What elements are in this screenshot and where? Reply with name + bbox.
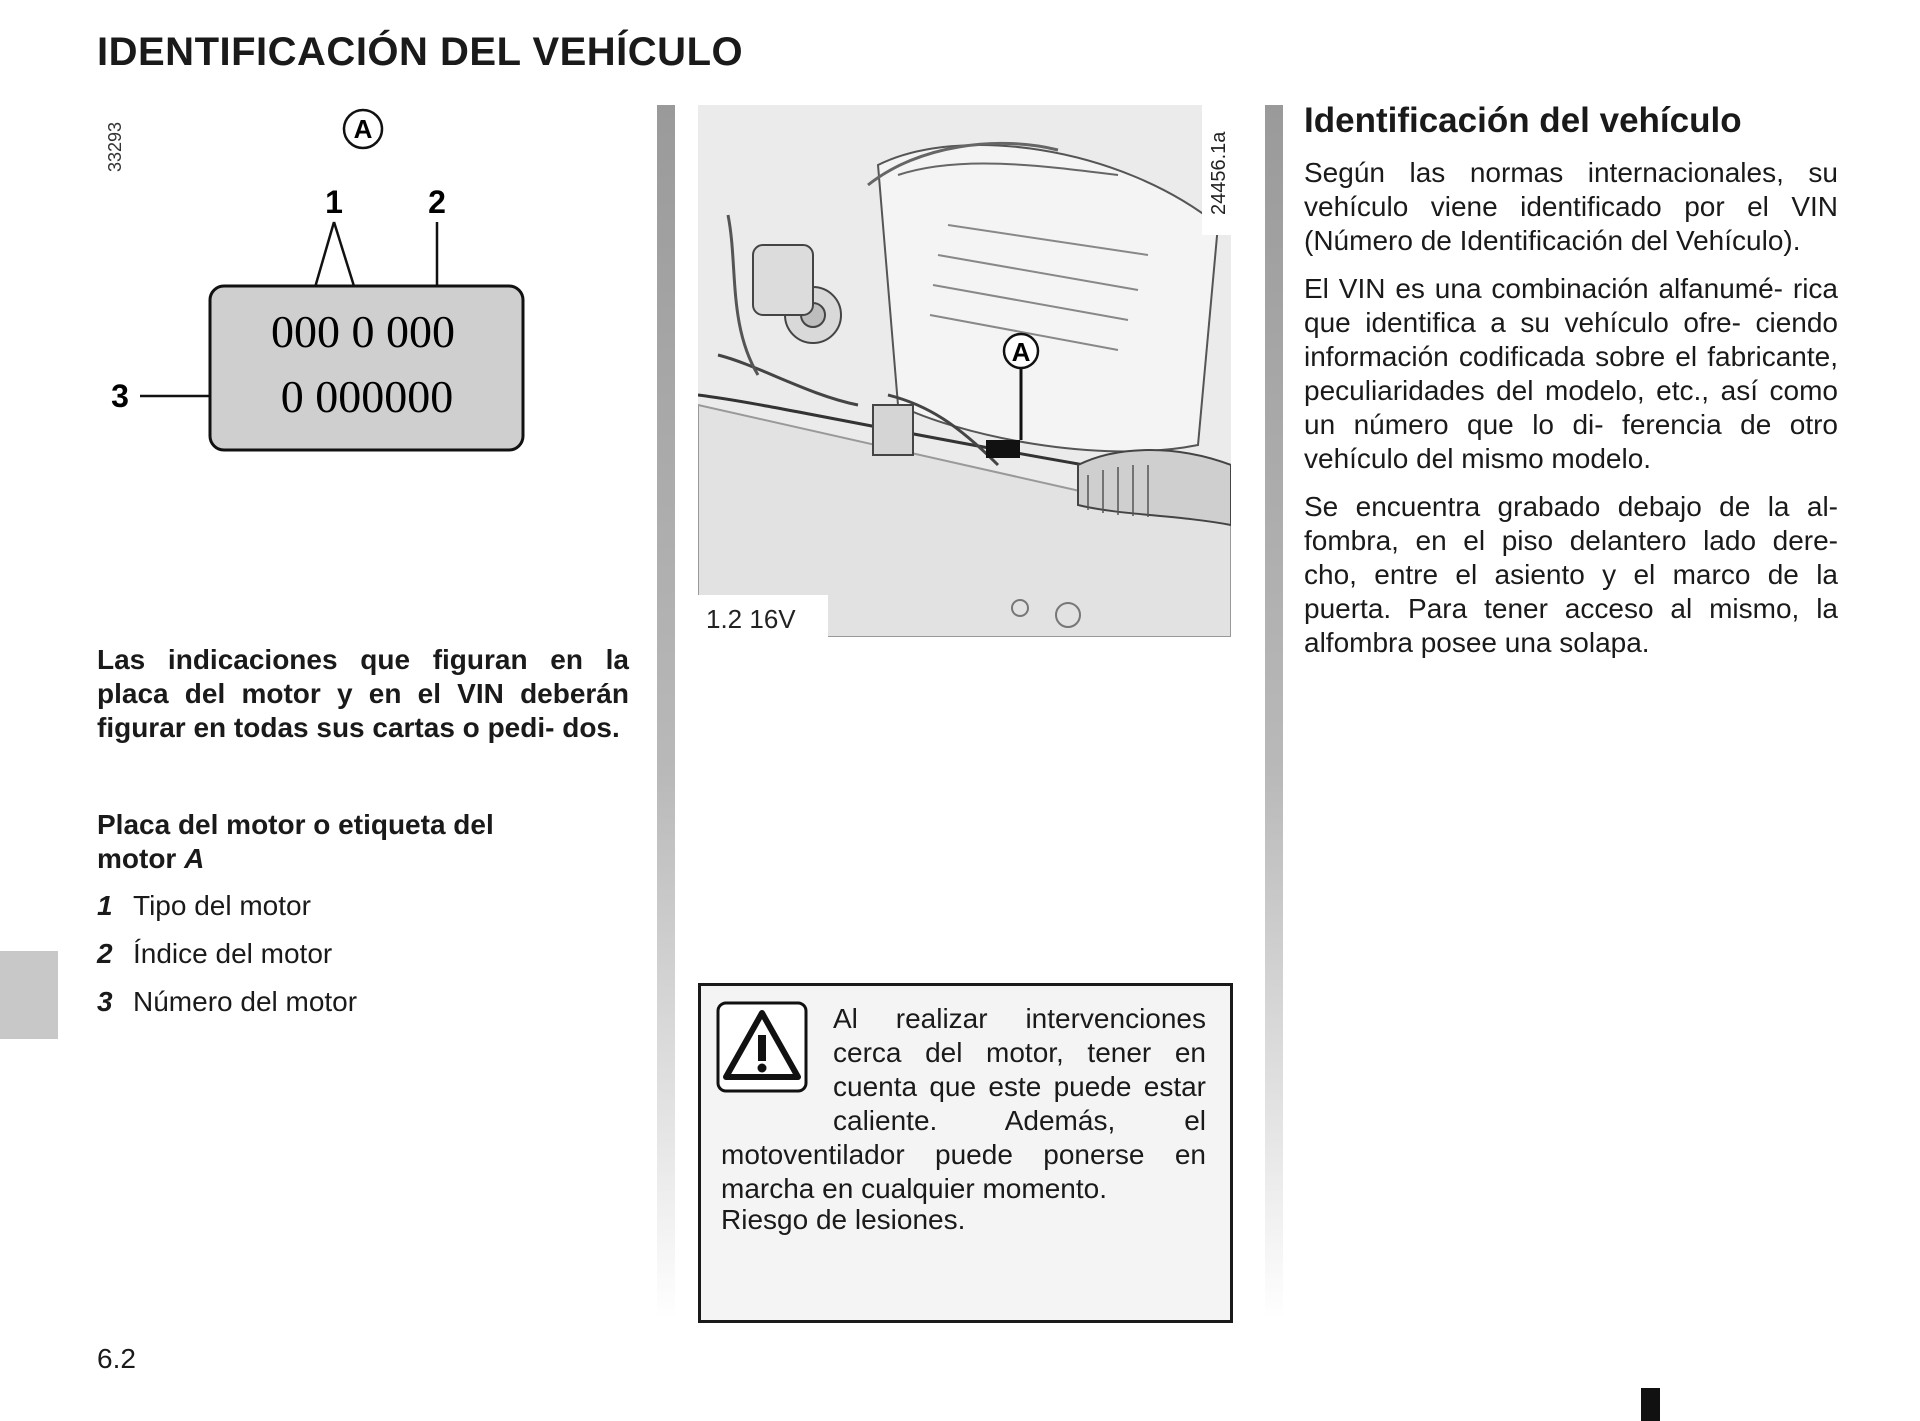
callout-2: 2	[428, 184, 446, 220]
callout-3: 3	[111, 378, 129, 414]
section-heading: Identificación del vehículo	[1304, 101, 1742, 140]
legend-number: 3	[97, 986, 113, 1017]
warning-text: Al realizar intervenciones cerca del motor, tener en cuenta que este puede estar caliente. Además, el motoventilador puede ponerse en marcha en cualquier momento.	[721, 1003, 1206, 1204]
legend-label: Número del motor	[133, 986, 358, 1017]
legend-label: Tipo del motor	[133, 890, 311, 921]
legend-number: 1	[97, 890, 113, 921]
list-item	[97, 986, 357, 1034]
column-separator-right	[1265, 105, 1283, 1320]
engine-plate-diagram	[95, 100, 545, 470]
list-item	[97, 938, 357, 986]
engine-bay-drawing	[698, 105, 1231, 637]
engine-bay-illustration	[698, 105, 1231, 637]
warning-risk: Riesgo de lesiones.	[721, 1204, 966, 1235]
engine-plate-location	[986, 440, 1020, 458]
page-title: IDENTIFICACIÓN DEL VEHÍCULO	[97, 30, 744, 74]
subheading-text: Placa del motor o etiqueta del motor	[97, 809, 494, 874]
chapter-tab	[0, 951, 58, 1039]
vehicle-identification-section	[1304, 100, 1838, 674]
engine-plate-subheading	[97, 808, 557, 876]
engine-plate-figure	[95, 100, 545, 470]
paragraph: El VIN es una combinación alfanumé- rica que identifica a su vehículo ofre- ciendo información codificada sobre el fabricante, peculiaridades del modelo, etc., así como un número que lo di- ferencia de otro vehículo del mismo modelo.	[1304, 273, 1838, 474]
photo-ref-code: 24456.1a	[1208, 131, 1230, 215]
plate-line-2: 0 000000	[280, 371, 454, 422]
photo-marker-label: A	[1011, 337, 1031, 367]
callout-1: 1	[325, 184, 343, 220]
page-edge-mark	[1641, 1388, 1660, 1421]
column-separator-left	[657, 105, 675, 1320]
engine-plate-legend	[97, 890, 357, 1034]
list-item	[97, 890, 357, 938]
warning-box	[698, 983, 1233, 1323]
legend-label: Índice del motor	[133, 938, 333, 969]
paragraph: Se encuentra grabado debajo de la al- fombra, en el piso delantero lado dere- cho, entre el asiento y el marco de la puerta. Para tener acceso al mismo, la alfombra posee una solapa.	[1304, 491, 1838, 658]
paragraph: Según las normas internacionales, su vehículo viene identificado por el VIN (Número de Identificación del Vehículo).	[1304, 157, 1838, 256]
plate-line-1: 000 0 000	[271, 306, 455, 357]
marker-label: A	[353, 114, 373, 144]
legend-number: 2	[97, 938, 113, 969]
figure-ref-code: 33293	[105, 121, 125, 172]
engine-caption: 1.2 16V	[706, 604, 796, 634]
subheading-marker: A	[184, 843, 205, 874]
page-number: 6.2	[97, 1343, 136, 1374]
engine-data-note: Las indicaciones que figuran en la placa del motor y en el VIN deberán figurar en todas sus cartas o pedi- dos.	[97, 644, 629, 743]
